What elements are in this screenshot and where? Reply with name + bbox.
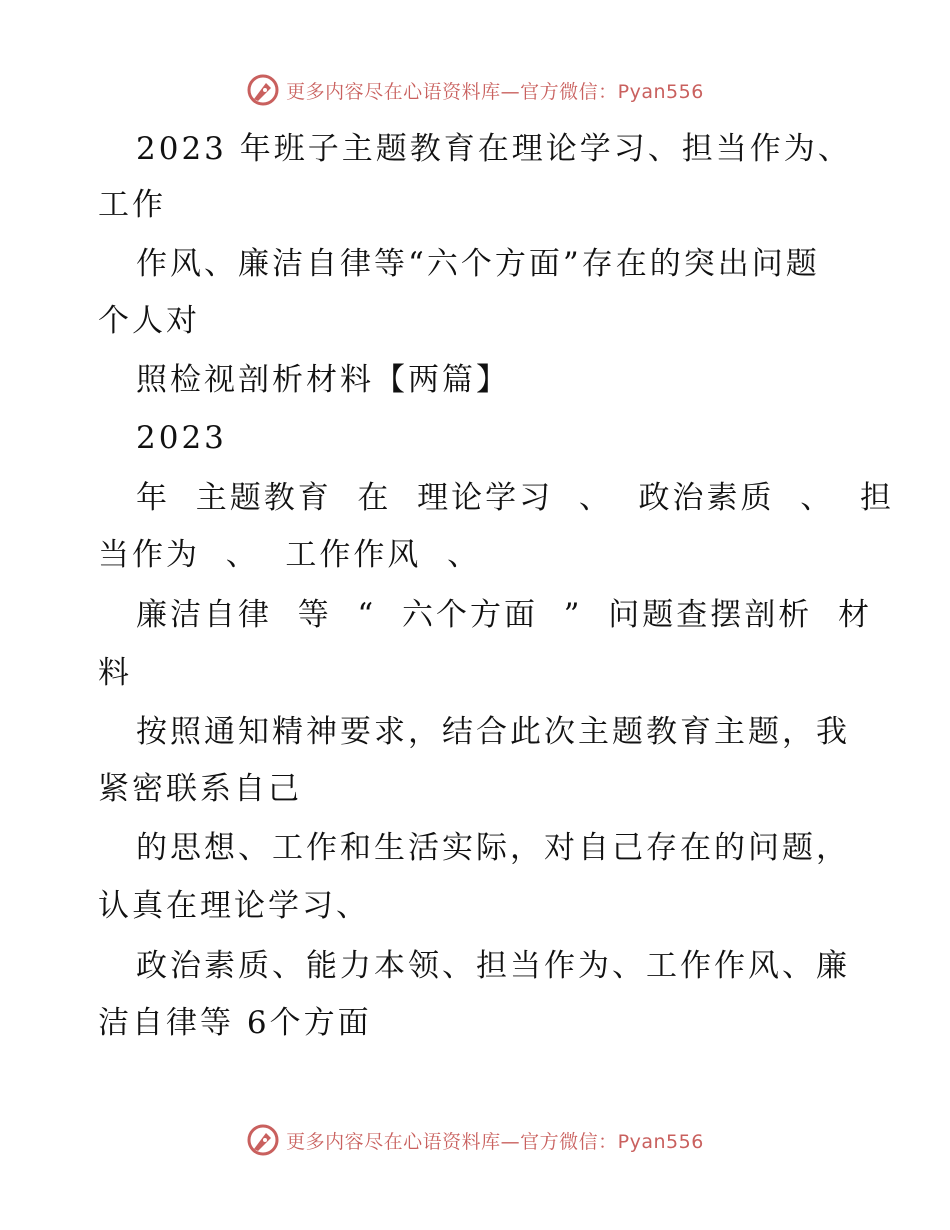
title-line-2: 工作 (98, 187, 166, 223)
subtitle-line-3: 廉洁自律 等 “ 六个方面 ” 问题查摆剖析 材 (136, 597, 872, 633)
paragraph-line-1: 按照通知精神要求，结合此次主题教育主题，我 (136, 714, 850, 750)
title-line-5: 照检视剖析材料【两篇】 (136, 362, 510, 398)
footer-banner-text: 更多内容尽在心语资料库—官方微信：Pyan556 (286, 1130, 704, 1153)
subtitle-line-2: 当作为 、 工作作风 、 (98, 537, 482, 573)
paragraph-line-2: 紧密联系自己 (98, 771, 302, 807)
title-line-1: 2023 年班子主题教育在理论学习、担当作为、 (136, 131, 852, 167)
subtitle-year: 2023 (136, 420, 227, 456)
paragraph-line-6: 洁自律等 6个方面 (98, 1005, 372, 1041)
subtitle-line-4: 料 (98, 655, 132, 691)
header-banner-text: 更多内容尽在心语资料库—官方微信：Pyan556 (286, 80, 704, 103)
paragraph-line-3: 的思想、工作和生活实际，对自己存在的问题， (136, 830, 850, 866)
paragraph-line-4: 认真在理论学习、 (98, 888, 370, 924)
paragraph-line-5: 政治素质、能力本领、担当作为、工作作风、廉 (136, 948, 850, 984)
footer-banner (0, 1120, 950, 1160)
title-line-4: 个人对 (98, 303, 200, 339)
pen-nib-logo-icon (246, 1123, 280, 1157)
title-line-3: 作风、廉洁自律等“六个方面”存在的突出问题 (136, 246, 820, 282)
subtitle-line-1: 年 主题教育 在 理论学习 、 政治素质 、 担 (136, 480, 894, 516)
